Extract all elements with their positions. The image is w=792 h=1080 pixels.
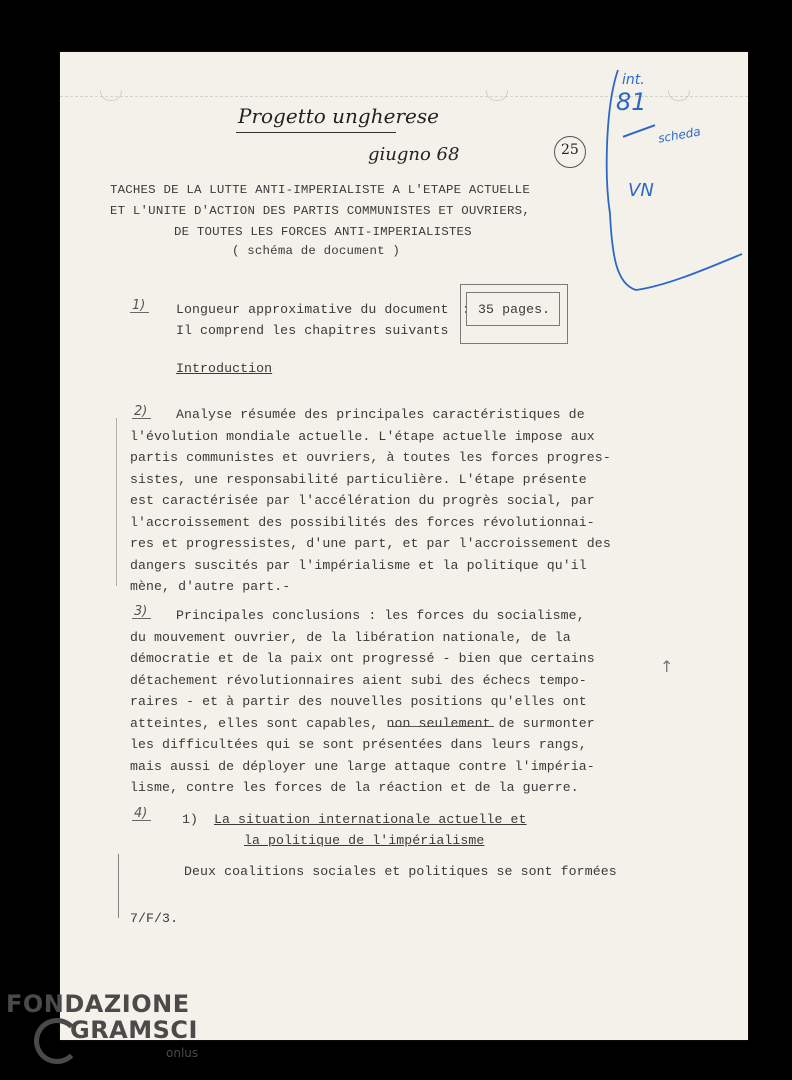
section-3-line: raires - et à partir des nouvelles positions qu'elles ont: [130, 694, 587, 709]
section-1-line-2: Il comprend les chapitres suivants: [176, 323, 449, 338]
watermark-line-3: onlus: [166, 1046, 199, 1060]
title-line-2: ET L'UNITE D'ACTION DES PARTIS COMMUNISTES ET OUVRIERS,: [110, 204, 530, 218]
section-3-line: Principales conclusions : les forces du socialisme,: [176, 608, 585, 623]
section-3-line: démocratie et de la paix ont progressé - bien que certains: [130, 651, 595, 666]
section-2-line: res et progressistes, d'une part, et par l'accroissement des: [130, 536, 611, 551]
section-2-line: mène, d'autre part.-: [130, 579, 291, 594]
handwritten-underline: [236, 132, 396, 133]
title-line-1: TACHES DE LA LUTTE ANTI-IMPERIALISTE A L'ETAPE ACTUELLE: [110, 183, 530, 197]
section-3-line: mais aussi de déployer une large attaque contre l'impéria-: [130, 758, 595, 774]
section-2-line: partis communistes et ouvriers, à toutes les forces progres-: [130, 450, 611, 465]
pages-box-inner: [466, 292, 560, 326]
section-2-line: l'accroissement des possibilités des forces révolutionnai-: [130, 514, 595, 530]
section-3-line: lisme, contre les forces de la réaction et de la guerre.: [130, 780, 579, 795]
staple-mark: [100, 90, 122, 101]
section-3-line: du mouvement ouvrier, de la libération nationale, de la: [130, 629, 571, 645]
up-arrow-icon: ↑: [660, 657, 674, 676]
watermark-line-2: GRAMSCI: [70, 1016, 198, 1044]
introduction-heading: Introduction: [176, 361, 273, 376]
footer-code: 7/F/3.: [130, 911, 179, 926]
section-2-line: Analyse résumée des principales caractéristiques de: [176, 407, 585, 422]
blue-margin-bracket: [596, 64, 746, 294]
section-2-line: sistes, une responsabilité particulière. L'étape présente: [130, 471, 587, 487]
section-4-sub-number: 1): [182, 812, 199, 827]
handwritten-underline: [388, 726, 494, 727]
section-4-heading-1: La situation internationale actuelle et: [214, 812, 527, 827]
blue-note-int: int.: [622, 72, 645, 88]
section-2-line: est caractérisée par l'accélération du progrès social, par: [130, 493, 595, 508]
handwritten-page-number: 25: [561, 142, 579, 158]
watermark-line-1: FONDAZIONE: [6, 990, 190, 1018]
section-2-number: 2): [134, 404, 148, 419]
margin-mark: [118, 854, 120, 918]
title-line-3: DE TOUTES LES FORCES ANTI-IMPERIALISTES: [174, 225, 472, 239]
handwritten-project-note: Progetto ungherese: [238, 104, 439, 128]
section-4-heading-2: la politique de l'impérialisme: [244, 833, 485, 848]
section-1-pages: : 35 pages.: [462, 302, 551, 317]
section-4-number: 4): [134, 806, 148, 821]
blue-note-number: 81: [616, 88, 647, 116]
section-1-number: 1): [132, 298, 146, 313]
section-4-line: Deux coalitions sociales et politiques se sont formées: [184, 864, 617, 879]
section-1-line-1: Longueur approximative du document: [176, 302, 449, 317]
handwritten-date: giugno 68: [368, 144, 460, 165]
margin-mark: [116, 418, 118, 586]
section-2-line: l'évolution mondiale actuelle. L'étape actuelle impose aux: [130, 428, 595, 444]
blue-note-vn: VN: [628, 180, 654, 201]
gramsci-logo-icon: [34, 1018, 80, 1064]
title-subtitle: ( schéma de document ): [232, 244, 400, 258]
section-3-line: les difficultées qui se sont présentées dans leurs rangs,: [130, 737, 587, 752]
section-3-number: 3): [134, 604, 148, 619]
section-3-line: atteintes, elles sont capables, non seulement de surmonter: [130, 715, 595, 731]
staple-mark: [486, 90, 508, 101]
section-2-line: dangers suscités par l'impérialisme et la politique qu'il: [130, 557, 587, 573]
blue-note-scheda: scheda: [657, 124, 702, 146]
section-3-line: détachement révolutionnaires aient subi des échecs tempo-: [130, 672, 587, 688]
